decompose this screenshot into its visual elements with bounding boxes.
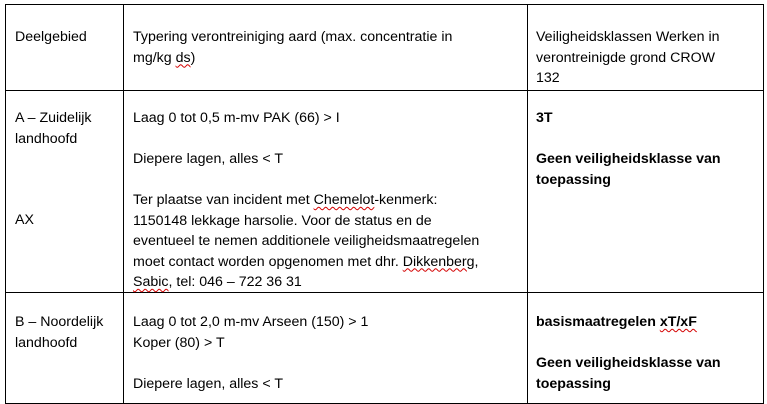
row-a-type-cell bbox=[133, 108, 479, 293]
row-b-class: basismaatregelen xT/xF bbox=[536, 314, 697, 330]
row-b-area-line1: B – Noordelijk bbox=[15, 314, 104, 330]
header-type-line1: Typering verontreiniging aard (max. concentratie in bbox=[133, 29, 453, 45]
row-b-class-cell bbox=[536, 312, 721, 394]
row-a-area-line1: A – Zuidelijk bbox=[15, 110, 92, 126]
row-a-class-cell bbox=[536, 108, 721, 190]
row-b-area-cell bbox=[15, 312, 103, 353]
row-b-none-line1: Geen veiligheidsklasse van bbox=[536, 355, 721, 371]
spell-flag-chemelot: Chemelot bbox=[313, 192, 375, 208]
row-b-area-line2: landhoofd bbox=[15, 334, 78, 351]
row-a-none-line1: Geen veiligheidsklasse van bbox=[536, 151, 721, 167]
row-a-area-code-cell bbox=[15, 210, 34, 231]
row-a-incident-line3: eventueel te nemen additionele veiligheidsmaatregelen bbox=[133, 233, 480, 249]
header-class-line1: Veiligheidsklassen Werken in bbox=[536, 29, 720, 45]
row-a-incident-line5: Sabic, tel: 046 – 722 36 31 bbox=[133, 274, 302, 290]
row-a-area-cell bbox=[15, 108, 92, 149]
spell-flag-ds: ds bbox=[175, 49, 191, 66]
row-a-incident-line4: moet contact worden opgenomen met dhr. Dikkenberg, bbox=[133, 253, 479, 270]
row-b-layer2: Koper (80) > T bbox=[133, 334, 225, 351]
row-b-type-cell bbox=[133, 312, 368, 394]
header-class-line3: 132 bbox=[536, 70, 560, 86]
row-a-incident-line1: Ter plaatse van incident met Chemelot-kenmerk: bbox=[133, 192, 438, 208]
header-area: Deelgebied bbox=[15, 29, 87, 45]
row-a-class: 3T bbox=[536, 110, 553, 126]
spell-flag-dikkenberg: Dikkenberg bbox=[402, 253, 475, 270]
row-a-layer: Laag 0 tot 0,5 m-mv PAK (66) > I bbox=[133, 110, 340, 126]
row-a-none-line2: toepassing bbox=[536, 171, 611, 188]
row-b-none-line2: toepassing bbox=[536, 375, 611, 392]
row-a-deeper: Diepere lagen, alles < T bbox=[133, 151, 283, 167]
header-area-cell bbox=[15, 27, 87, 48]
column-divider-2 bbox=[527, 4, 528, 404]
row-a-incident-line2: 1150148 lekkage harsolie. Voor de status en de bbox=[133, 212, 432, 229]
row-a-area-code: AX bbox=[15, 212, 34, 228]
header-type-cell bbox=[133, 27, 452, 68]
header-class-cell bbox=[536, 27, 720, 89]
spell-flag-sabic: Sabic bbox=[133, 274, 169, 290]
column-divider-1 bbox=[123, 4, 124, 404]
row-b-layer1: Laag 0 tot 2,0 m-mv Arseen (150) > 1 bbox=[133, 314, 369, 330]
row-b-deeper: Diepere lagen, alles < T bbox=[133, 375, 283, 392]
header-type-line2: mg/kg ds) bbox=[133, 49, 196, 66]
spell-flag-xt-xf: xT/xF bbox=[659, 314, 697, 330]
row-a-area-line2: landhoofd bbox=[15, 130, 78, 147]
header-row-divider bbox=[5, 90, 764, 91]
header-class-line2: verontreinigde grond CROW bbox=[536, 49, 715, 66]
